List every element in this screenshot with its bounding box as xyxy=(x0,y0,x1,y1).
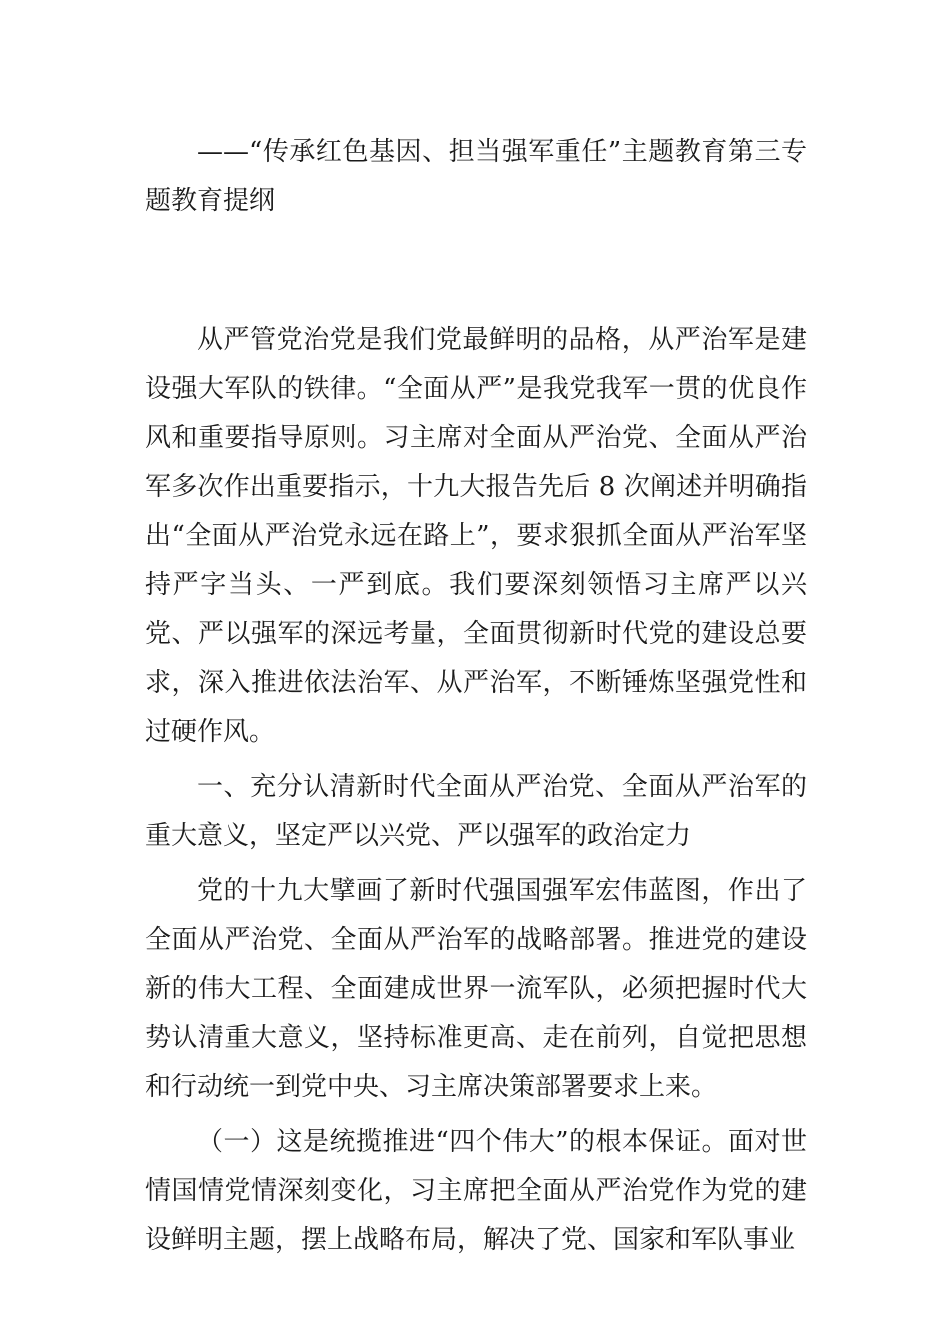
document-subtitle: ——“传承红色基因、担当强军重任”主题教育第三专题教育提纲 xyxy=(145,137,807,216)
document-body xyxy=(145,128,807,1271)
spacer xyxy=(145,226,807,316)
paragraph-section-1: 党的十九大擘画了新时代强国强军宏伟蓝图，作出了全面从严治党、全面从严治军的战略部署。推进党的建设新的伟大工程、全面建成世界一流军队，必须把握时代大势认清重大意义，坚持标准更高、走在前列，自觉把思想和行动统一到党中央、习主席决策部署要求上来。 xyxy=(145,876,807,1102)
paragraph-intro: 从严管党治党是我们党最鲜明的品格，从严治军是建设强大军队的铁律。“全面从严”是我党我军一贯的优良作风和重要指导原则。习主席对全面从严治党、全面从严治军多次作出重要指示，十九大报告先后 8 次阐述并明确指出“全面从严治党永远在路上”，要求狠抓全面从严治军坚持严字当头、一严到底。我们要深刻领悟习主席严以兴党、严以强军的深远考量，全面贯彻新时代党的建设总要求，深入推进依法治军、从严治军，不断锤炼坚强党性和过硬作风。 xyxy=(145,325,807,747)
section-heading-1: 一、充分认清新时代全面从严治党、全面从严治军的重大意义，坚定严以兴党、严以强军的政治定力 xyxy=(145,772,807,851)
paragraph-subsection-1: （一）这是统揽推进“四个伟大”的根本保证。面对世情国情党情深刻变化，习主席把全面从严治党作为党的建设鲜明主题，摆上战略布局，解决了党、国家和军队事业 xyxy=(145,1127,807,1255)
